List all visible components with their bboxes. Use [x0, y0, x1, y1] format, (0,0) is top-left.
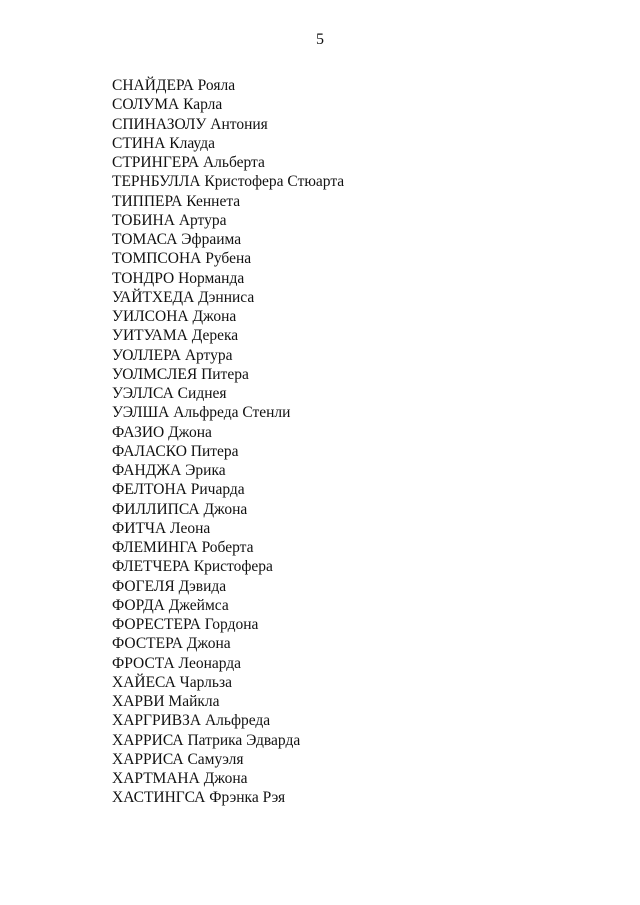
name-list-item: ФЛЕМИНГА Роберта [112, 539, 254, 556]
name-list-item: ТОМПСОНА Рубена [112, 250, 252, 268]
name-list-item: ФОГЕЛЯ Дэвида [112, 577, 227, 595]
name-list-item: СОЛУМА Карла [112, 96, 223, 114]
name-list-item: ТОМАСА Эфраима [112, 231, 242, 248]
name-list-item: УИТУАМА Дерека [112, 327, 239, 345]
name-list-item: ТОНДРО Норманда [112, 269, 245, 287]
name-list-item: ХАРРИСА Самуэля [112, 750, 244, 768]
name-list-item: ТИППЕРА Кеннета [112, 192, 241, 210]
name-list-item: ХАСТИНГСА Фрэнка Рэя [112, 789, 286, 807]
name-list-item: УОЛЛЕРА Артура [112, 346, 233, 364]
name-list-item: ФОРДА Джеймса [112, 596, 229, 614]
name-list-item: ХАРВИ Майкла [112, 693, 220, 710]
name-list-item: СТРИНГЕРА Альберта [112, 154, 265, 171]
name-list-item: ХАРРИСА Патрика Эдварда [112, 731, 301, 749]
name-list-item: ФИЛЛИПСА Джона [112, 500, 248, 518]
name-list-item: СТИНА Клауда [112, 134, 215, 152]
name-list-item: ФАЛАСКО Питера [112, 442, 239, 460]
name-list [112, 76, 344, 808]
name-list-item: ТЕРНБУЛЛА Кристофера Стюарта [112, 173, 345, 191]
name-list-item: ФРОСТА Леонарда [112, 654, 242, 672]
name-list-item: ФЛЕТЧЕРА Кристофера [112, 558, 273, 576]
name-list-item: ФЕЛТОНА Ричарда [112, 481, 245, 499]
name-list-item: ФАЗИО Джона [112, 423, 212, 441]
name-list-item: ФАНДЖА Эрика [112, 462, 226, 479]
page-number: 5 [316, 31, 324, 48]
name-list-item: ФОРЕСТЕРА Гордона [112, 616, 259, 633]
name-list-item: СНАЙДЕРА Рояла [112, 77, 236, 94]
name-list-item: УЭЛЛСА Сиднея [112, 385, 227, 402]
name-list-item: ФОСТЕРА Джона [112, 635, 231, 653]
name-list-item: СПИНАЗОЛУ Антония [112, 115, 268, 133]
name-list-item: ФИТЧА Леона [112, 519, 211, 537]
name-list-item: УИЛСОНА Джона [112, 308, 237, 325]
name-list-item: ХАРТМАНА Джона [112, 770, 248, 787]
name-list-item: ТОБИНА Артура [112, 211, 227, 229]
name-list-item: УЭЛША Альфреда Стенли [112, 404, 291, 422]
name-list-item: ХАЙЕСА Чарльза [112, 673, 232, 691]
name-list-item: УОЛМСЛЕЯ Питера [112, 365, 249, 383]
name-list-item: ХАРГРИВЗА Альфреда [112, 712, 271, 730]
name-list-item: УАЙТХЕДА Дэнниса [112, 288, 255, 306]
